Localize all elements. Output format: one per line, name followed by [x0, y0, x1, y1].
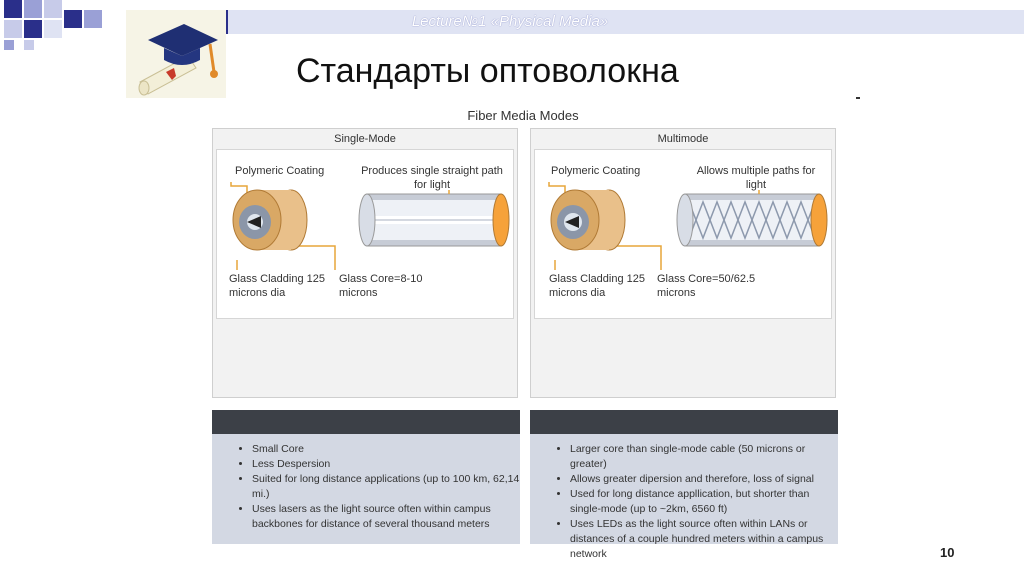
course-logo [126, 10, 226, 98]
multiple-paths-label: Allows multiple paths for light [696, 165, 816, 191]
graduation-cap-icon [126, 10, 226, 98]
multimode-panel [530, 128, 836, 398]
decorative-dash [856, 97, 860, 99]
corner-decoration [0, 0, 120, 60]
lecture-title: Lecture№1 «Physical Media» [411, 13, 609, 30]
list-item: • Uses lasers as the light source often within campus backbones for distance of several thousand meters [252, 502, 520, 532]
single-mode-panel [212, 128, 518, 398]
multimode-notes [530, 434, 838, 560]
list-item: • Small Core [252, 442, 520, 457]
list-item: • Suited for long distance applications (up to 100 km, 62,14 mi.) [252, 472, 520, 502]
glass-cladding-label: Glass Cladding 125 microns dia [549, 273, 646, 299]
multimode-diagram [534, 149, 832, 319]
multimode-bullets [530, 442, 838, 562]
slide-title: Стандарты оптоволокна [296, 52, 679, 90]
single-mode-notes [212, 434, 520, 544]
list-item: • Larger core than single-mode cable (50 microns or greater) [570, 442, 838, 472]
fiber-modes-figure [210, 104, 836, 560]
list-item: • Uses LEDs as the light source often within LANs or distances of a couple hundred meters within a campus network [570, 517, 838, 562]
glass-cladding-label: Glass Cladding 125 microns dia [229, 273, 326, 299]
single-mode-heading: Single-Mode [334, 133, 396, 145]
list-item: • Allows greater dipersion and therefore, loss of signal [570, 472, 838, 487]
single-mode-bullets [212, 442, 520, 532]
multimode-heading: Multimode [657, 133, 709, 145]
polymeric-coating-label: Polymeric Coating [235, 165, 325, 177]
glass-core-label: Glass Core=50/62.5 microns [657, 273, 756, 299]
polymeric-coating-label: Polymeric Coating [551, 165, 641, 177]
multimode-notes-header [530, 410, 838, 434]
page-number: 10 [940, 545, 955, 560]
glass-core-label: Glass Core=8-10 microns [339, 273, 423, 299]
figure-title: Fiber Media Modes [467, 108, 579, 123]
single-mode-notes-header [212, 410, 520, 434]
single-mode-diagram [216, 149, 514, 319]
list-item: • Used for long distance appllication, but shorter than single-mode (up to ~2km, 6560 ft) [570, 487, 838, 517]
list-item: • Less Despersion [252, 457, 520, 472]
single-path-label: Produces single straight path for light [361, 165, 503, 191]
